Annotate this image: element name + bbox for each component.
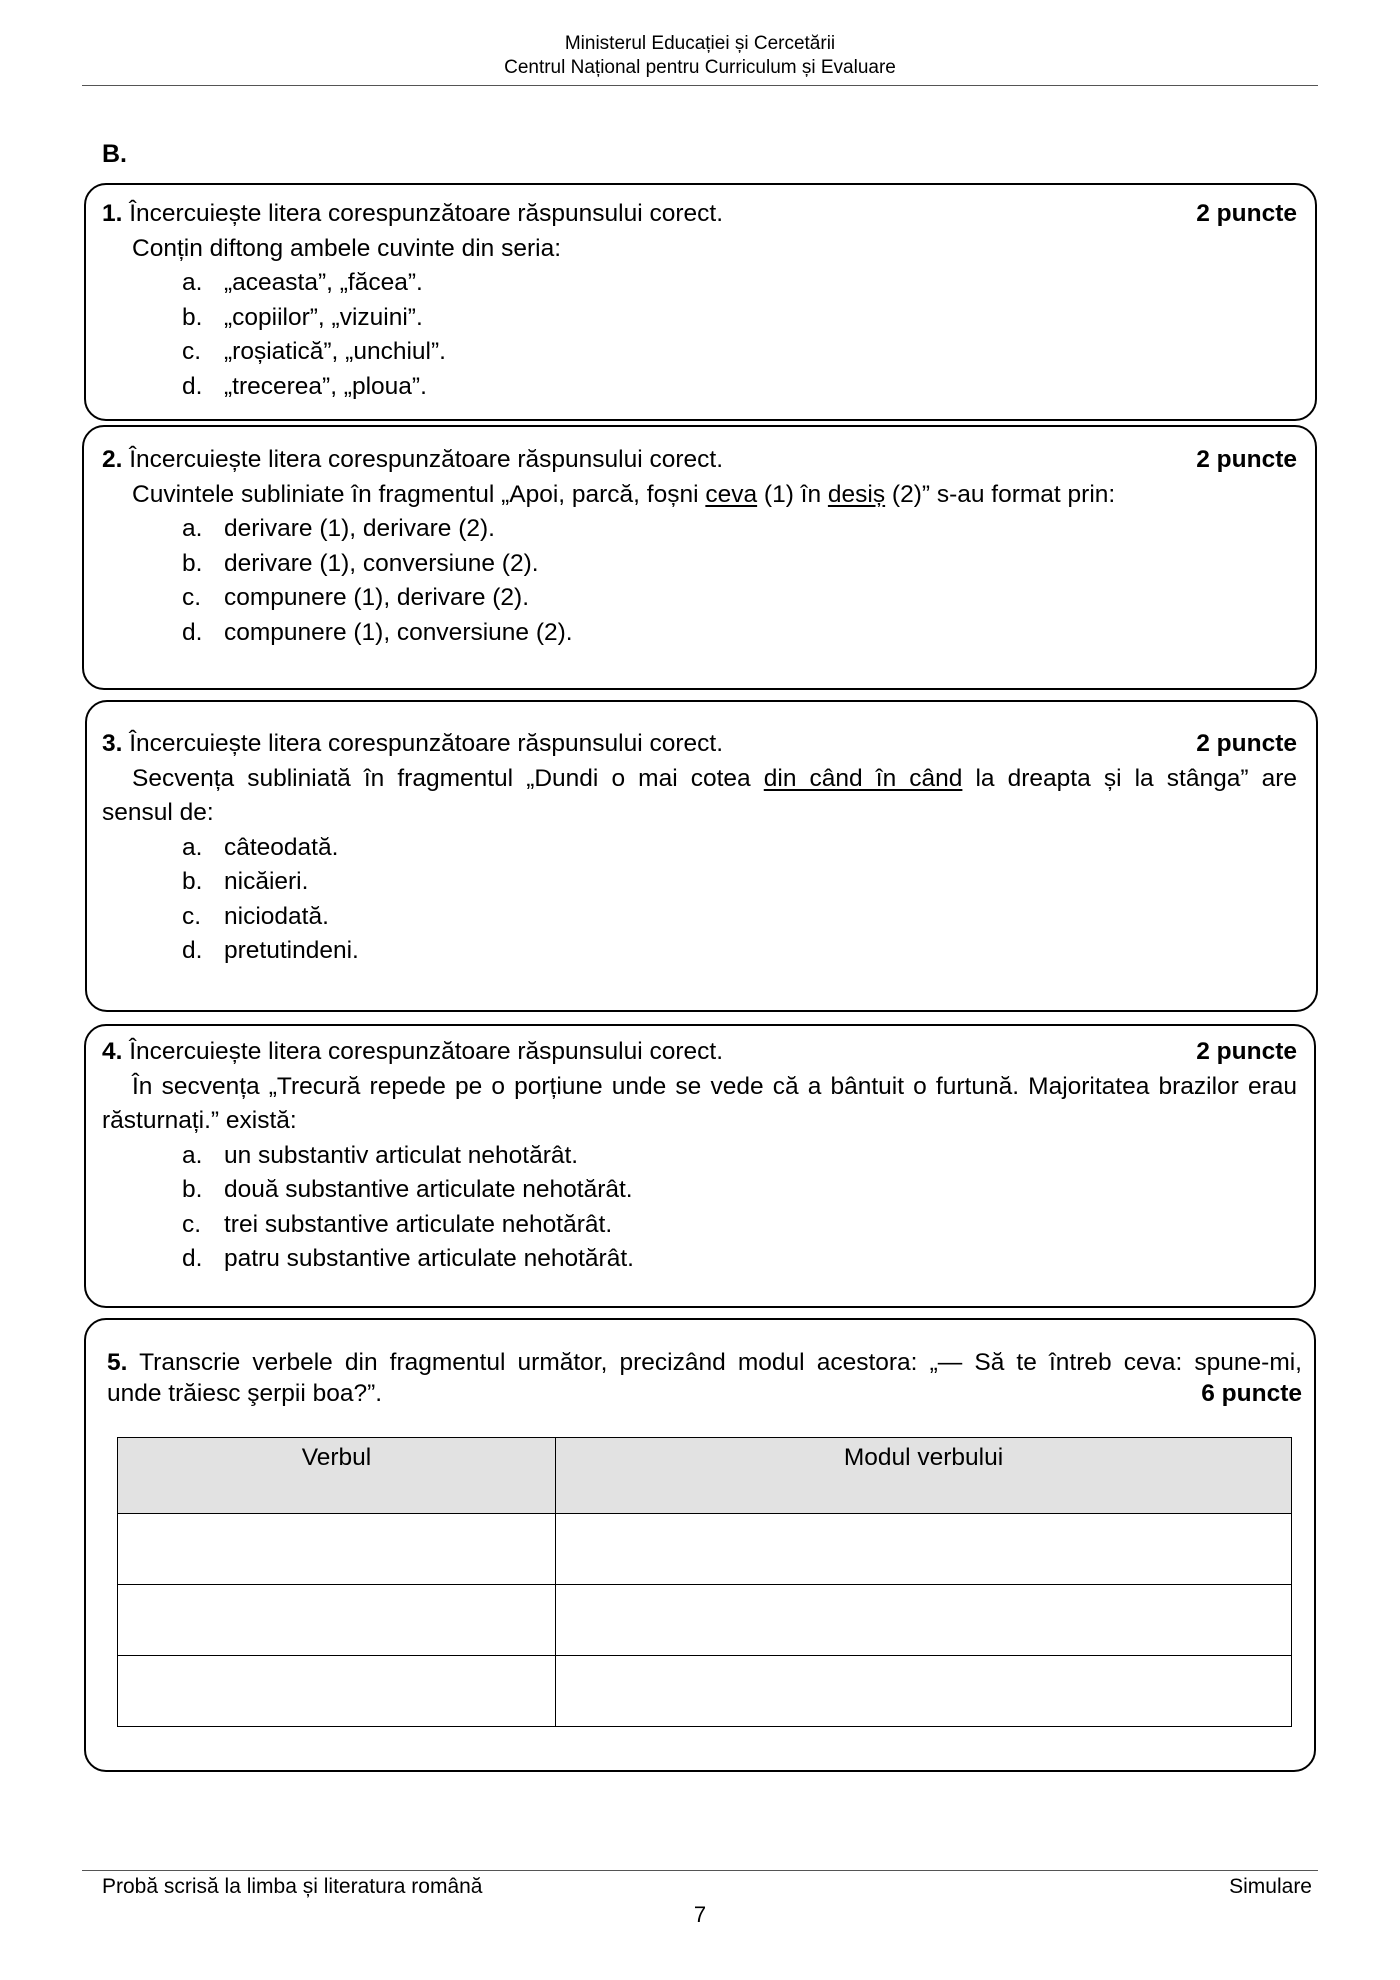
option-b[interactable]: b. derivare (1), conversiune (2). — [182, 549, 539, 577]
option-d[interactable]: d. compunere (1), conversiune (2). — [182, 618, 573, 646]
option-b[interactable]: b. două substantive articulate nehotărât. — [182, 1176, 633, 1203]
exam-title: Probă scrisă la limba și literatura română — [102, 1875, 483, 1898]
underlined-word: desiș — [827, 480, 886, 508]
page-number: 7 — [693, 1902, 707, 1927]
question-number: 2. — [102, 446, 123, 473]
question-number: 3. — [102, 730, 123, 757]
option-b[interactable]: b. „copiilor”, „vizuini”. — [182, 303, 423, 331]
option-b[interactable]: b. nicăieri. — [182, 868, 309, 895]
section-label: B. — [102, 140, 127, 168]
table-header-row — [118, 1438, 1292, 1514]
mood-answer-cell[interactable] — [556, 1656, 1292, 1727]
option-c[interactable]: c. „roșiatică”, „unchiul”. — [182, 338, 446, 365]
option-a[interactable]: a. câteodată. — [182, 833, 339, 861]
option-d[interactable]: d. pretutindeni. — [182, 937, 359, 964]
question-points: 2 puncte — [1196, 730, 1297, 757]
verb-answer-cell[interactable] — [118, 1514, 556, 1585]
question-1 — [102, 197, 1297, 404]
verb-answer-cell[interactable] — [118, 1656, 556, 1727]
question-3 — [102, 727, 1297, 969]
mood-answer-cell[interactable] — [556, 1585, 1292, 1656]
question-number: 4. — [102, 1038, 123, 1065]
page-header — [0, 32, 1400, 80]
question-stem: În secvența „Trecură repede pe o porțiune unde se vede că a bântuit o furtună. Majoritatea brazilor erau — [132, 1072, 1297, 1100]
underlined-phrase: din când în când — [763, 764, 963, 792]
underlined-word: ceva — [705, 480, 758, 508]
question-instruction: Încercuiește litera corespunzătoare răspunsului corect. — [129, 446, 724, 473]
question-instruction: 5. Transcrie verbele din fragmentul următor, precizând modul acestora: „— Să te întreb ceva: spune-mi, — [107, 1349, 1302, 1376]
question-stem: Secvența subliniată în fragmentul „Dundi o mai cotea din când în când la dreapta și la stânga” are — [132, 764, 1297, 792]
option-a[interactable]: a. derivare (1), derivare (2). — [182, 515, 495, 542]
question-stem: Conțin diftong ambele cuvinte din seria: — [132, 234, 562, 262]
table-row — [118, 1656, 1292, 1727]
option-d[interactable]: d. patru substantive articulate nehotărât. — [182, 1245, 634, 1272]
question-instruction: Încercuiește litera corespunzătoare răspunsului corect. — [129, 1038, 724, 1065]
ministry-name: Ministerul Educației și Cercetării — [564, 33, 836, 54]
question-stem: Cuvintele subliniate în fragmentul „Apoi, parcă, foșni ceva (1) în desiș (2)” s-au format prin: — [132, 480, 1116, 508]
option-c[interactable]: c. compunere (1), derivare (2). — [182, 584, 530, 611]
verbs-table — [117, 1437, 1292, 1727]
mood-answer-cell[interactable] — [556, 1514, 1292, 1585]
option-a[interactable]: a. „aceasta”, „făcea”. — [182, 269, 423, 296]
footer-divider — [82, 1870, 1318, 1871]
question-points: 2 puncte — [1196, 446, 1297, 473]
question-points: 6 puncte — [1201, 1380, 1302, 1407]
header-divider — [82, 85, 1318, 86]
option-c[interactable]: c. niciodată. — [182, 902, 329, 930]
question-4 — [102, 1035, 1297, 1277]
center-name: Centrul Național pentru Curriculum și Evaluare — [504, 57, 896, 78]
question-instruction-continued: unde trăiesc şerpii boa?”. — [107, 1380, 383, 1407]
question-5 — [107, 1347, 1302, 1409]
exam-type: Simulare — [1229, 1875, 1312, 1898]
option-c[interactable]: c. trei substantive articulate nehotărât. — [182, 1210, 613, 1238]
question-number: 1. — [102, 200, 123, 227]
question-instruction: Încercuiește litera corespunzătoare răspunsului corect. — [129, 730, 724, 757]
question-points: 2 puncte — [1196, 1038, 1297, 1065]
table-row — [118, 1514, 1292, 1585]
question-stem-continued: sensul de: — [102, 799, 214, 826]
column-header-mood: Modul verbului — [556, 1438, 1292, 1514]
verb-answer-cell[interactable] — [118, 1585, 556, 1656]
question-number: 5. — [107, 1349, 128, 1376]
question-instruction: Încercuiește litera corespunzătoare răspunsului corect. — [129, 200, 724, 227]
question-stem-continued: răsturnați.” există: — [102, 1107, 297, 1134]
column-header-verb: Verbul — [118, 1438, 556, 1514]
question-points: 2 puncte — [1196, 200, 1297, 227]
question-2 — [102, 443, 1297, 650]
option-a[interactable]: a. un substantiv articulat nehotărât. — [182, 1141, 579, 1169]
option-d[interactable]: d. „trecerea”, „ploua”. — [182, 372, 427, 400]
table-row — [118, 1585, 1292, 1656]
